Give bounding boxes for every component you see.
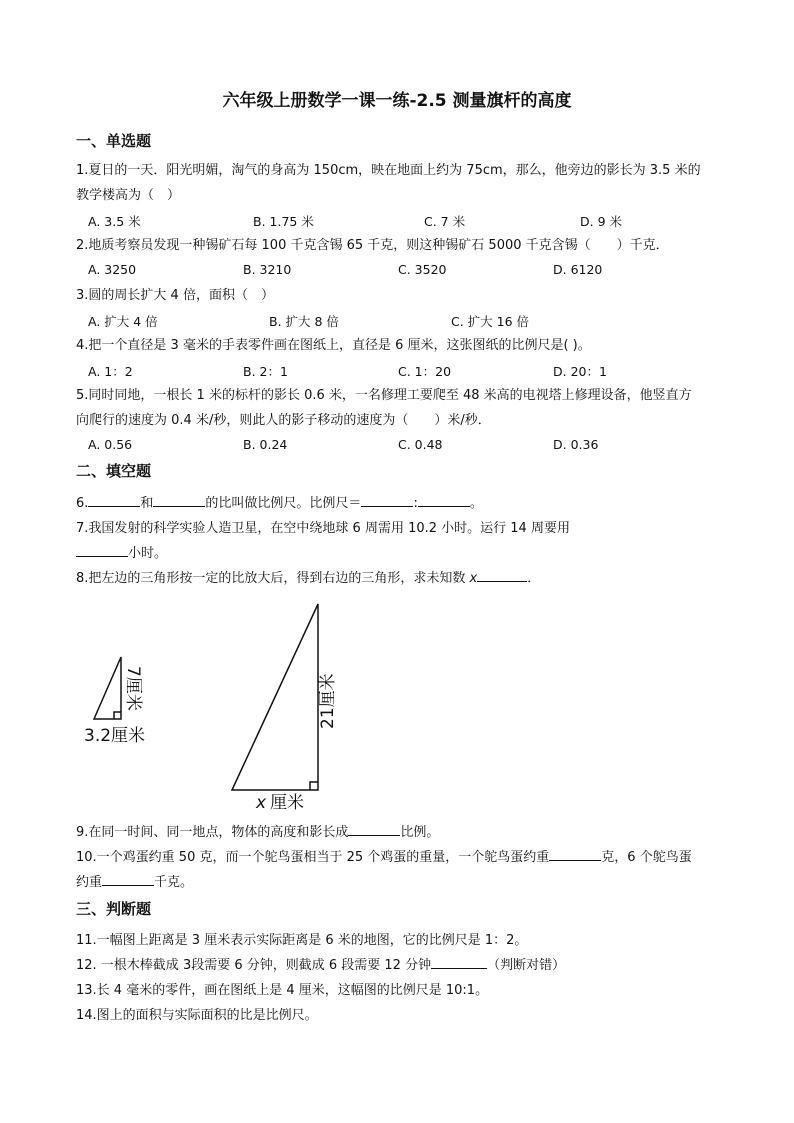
question-5-line-2: 向爬行的速度为 0.4 米/秒，则此人的影子移动的速度为（ ）米/秒． <box>76 413 491 428</box>
q1-option-d: D. 9 米 <box>580 214 622 229</box>
q5-option-a: A. 0.56 <box>88 437 133 452</box>
question-2: 2.地质考察员发现一种锡矿石每 100 千克含锡 65 千克，则这种锡矿石 5000 千克含锡（ ）千克． <box>76 238 669 253</box>
small-height-label: 7厘米 <box>123 666 143 711</box>
blank[interactable] <box>348 820 400 836</box>
section-heading-true-false: 三、判断题 <box>76 900 152 918</box>
large-triangle <box>232 604 318 790</box>
question-6: 6. 和 的比叫做比例尺。比例尺＝ : 。 <box>76 491 726 516</box>
question-9: 9.在同一时间、同一地点，物体的高度和影长成 比例。 <box>76 820 726 845</box>
q5-option-b: B. 0.24 <box>243 437 288 452</box>
question-1-line-2: 教学楼高为（ ） <box>76 188 181 203</box>
q1-option-a: A. 3.5 米 <box>88 214 141 229</box>
page-title: 六年级上册数学一课一练-2.5 测量旗杆的高度 <box>222 91 572 111</box>
question-10 <box>76 845 726 895</box>
question-7-line-1: 7.我国发射的科学实验人造卫星，在空中绕地球 6 周需用 10.2 小时。运行 14 周要用 <box>76 521 570 536</box>
blank[interactable] <box>549 845 601 861</box>
q3-option-b: B. 扩大 8 倍 <box>269 314 339 329</box>
question-8: 8.把左边的三角形按一定的比放大后，得到右边的三角形，求未知数 x ． <box>76 566 726 591</box>
q2-option-b: B. 3210 <box>243 262 292 277</box>
section-heading-fill-blank: 二、填空题 <box>76 462 152 480</box>
small-triangle <box>94 657 121 719</box>
blank[interactable] <box>431 953 487 969</box>
question-12: 12. 一根木棒截成 3段需要 6 分钟，则截成 6 段需要 12 分钟 （判断对错） <box>76 953 726 978</box>
q4-option-b: B. 2：1 <box>243 364 288 379</box>
question-10-line-1: 10.一个鸡蛋约重 50 克，而一个鸵鸟蛋相当于 25 个鸡蛋的重量，一个鸵鸟蛋约重 克，6 个鸵鸟蛋 <box>76 845 726 870</box>
question-7-line-2: 小时。 <box>76 541 726 566</box>
question-3: 3.圆的周长扩大 4 倍，面积（ ） <box>76 288 274 303</box>
question-10-line-2: 约重 千克。 <box>76 870 726 895</box>
small-base-label: 3.2厘米 <box>84 726 146 746</box>
q2-option-d: D. 6120 <box>553 262 603 277</box>
question-13: 13.长 4 毫米的零件，画在图纸上是 4 厘米，这幅图的比例尺是 10:1。 <box>76 983 489 998</box>
large-right-angle-marker <box>310 782 318 790</box>
small-right-angle-marker <box>114 712 121 719</box>
q5-option-d: D. 0.36 <box>553 437 599 452</box>
q3-option-c: C. 扩大 16 倍 <box>451 314 530 329</box>
large-height-label: 21厘米 <box>318 673 338 729</box>
q2-option-a: A. 3250 <box>88 262 137 277</box>
large-base-label: x 厘米 <box>256 793 305 813</box>
q4-option-d: D. 20：1 <box>553 364 607 379</box>
q1-option-c: C. 7 米 <box>424 214 466 229</box>
question-11: 11.一幅图上距离是 3 厘米表示实际距离是 6 米的地图，它的比例尺是 1：2。 <box>76 933 528 948</box>
question-5-line-1: 5.同时同地，一根长 1 米的标杆的影长 0.6 米，一名修理工要爬至 48 米高的电视塔上修理设备，他竖直方 <box>76 388 692 403</box>
blank[interactable] <box>102 870 154 886</box>
q2-option-c: C. 3520 <box>398 262 447 277</box>
q3-option-a: A. 扩大 4 倍 <box>88 314 158 329</box>
question-4: 4.把一个直径是 3 毫米的手表零件画在图纸上，直径是 6 厘米，这张图纸的比例尺是( )。 <box>76 338 591 353</box>
q4-option-a: A. 1：2 <box>88 364 133 379</box>
question-1-line-1: 1.夏日的一天．阳光明媚，淘气的身高为 150cm，映在地面上约为 75cm，那么，他旁边的影长为 3.5 米的 <box>76 163 701 178</box>
section-heading-single-choice: 一、单选题 <box>76 132 152 150</box>
q1-option-b: B. 1.75 米 <box>253 214 314 229</box>
question-14: 14.图上的面积与实际面积的比是比例尺。 <box>76 1008 318 1023</box>
q5-option-c: C. 0.48 <box>398 437 443 452</box>
q4-option-c: C. 1：20 <box>398 364 452 379</box>
